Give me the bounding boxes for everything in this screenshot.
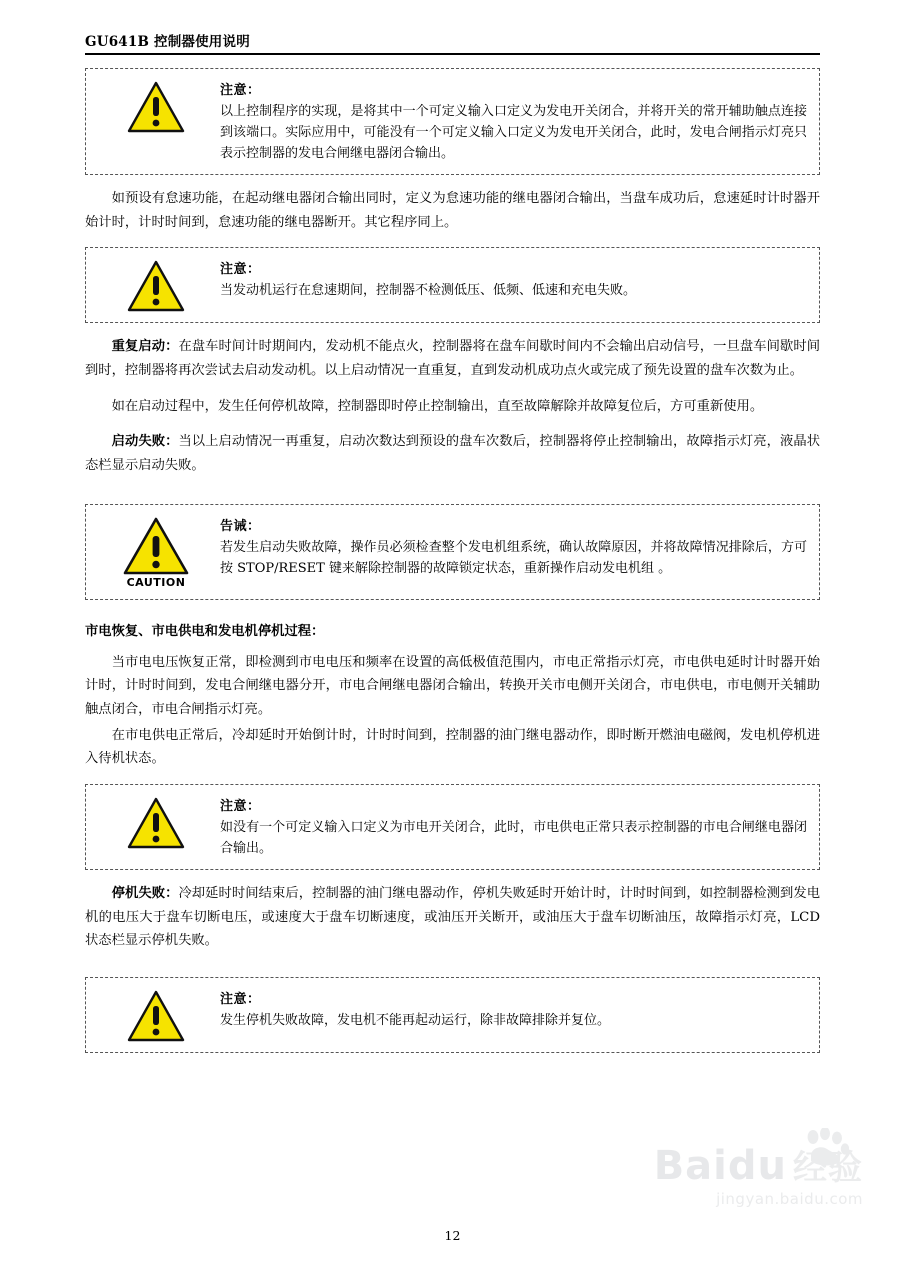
note-icon-container-2	[96, 258, 216, 312]
paragraph-stop-failure	[85, 882, 820, 953]
note-box-caution	[85, 504, 820, 600]
note-text-container-4	[216, 795, 807, 859]
paragraph-repeat-start	[85, 335, 820, 382]
watermark-sub: jingyan.baidu.com	[716, 1190, 863, 1208]
note-body: 发生停机失败故障，发电机不能再起动运行，除非故障排除并复位。	[220, 1013, 611, 1029]
watermark	[583, 1143, 863, 1234]
note-icon-container-1	[96, 79, 216, 133]
note-title: 注意：	[220, 992, 261, 1008]
note-text-container-1	[216, 79, 807, 164]
paragraph-lead-start-failure: 启动失败：	[111, 434, 179, 450]
paragraph-lead-stop-failure: 停机失败：	[111, 886, 179, 902]
paragraph-mains-recovery: 当市电电压恢复正常，即检测到市电电压和频率在设置的高低极值范围内，市电正常指示灯亮，市电供电延时计时器开始计时，计时时间到，发电合闸继电器分开，市电合闸继电器闭合输出，转换开关市电侧开关闭合，市电供电，市电侧开关辅助触点闭合，市电合闸指示灯亮。	[85, 654, 820, 718]
page-header: GU641B 控制器使用说明	[85, 30, 820, 55]
paw-logo-icon	[803, 1128, 849, 1168]
section-title-mains-recovery: 市电恢复、市电供电和发电机停机过程：	[85, 623, 325, 639]
caution-label: CAUTION	[126, 575, 186, 589]
watermark-brand-cn: 经验	[793, 1148, 863, 1188]
note-box-4	[85, 784, 820, 870]
note-body: 以上控制程序的实现，是将其中一个可定义输入口定义为发电开关闭合，并将开关的常开辅助触点连接到该端口。实际应用中，可能没有一个可定义输入口定义为发电开关闭合，此时，发电合闸指示灯亮只表示控制器的发电合闸继电器闭合输出。	[220, 104, 807, 162]
paragraph-idle-function: 如预设有怠速功能，在起动继电器闭合输出同时，定义为怠速功能的继电器闭合输出，当盘车成功后，怠速延时计时器开始计时，计时时间到，怠速功能的继电器断开。其它程序同上。	[85, 191, 820, 230]
paragraph-cooling-delay: 在市电供电正常后，冷却延时开始倒计时，计时时间到，控制器的油门继电器动作，即时断开燃油电磁阀，发电机停机进入待机状态。	[85, 727, 820, 767]
page-number: 12	[444, 1228, 461, 1243]
note-title: 注意：	[220, 799, 261, 815]
note-icon-container-5	[96, 988, 216, 1042]
note-icon-container-3	[96, 515, 216, 589]
note-title: 注意：	[220, 262, 261, 278]
note-title: 告诫：	[220, 518, 261, 534]
paragraph-text-stop-failure: 冷却延时时间结束后，控制器的油门继电器动作，停机失败延时开始计时，计时时间到，如控制器检测到发电机的电压大于盘车切断电压，或速度大于盘车切断速度，或油压开关断开，或油压大于盘车切断油压，故障指示灯亮，LCD 状态栏显示停机失败。	[85, 886, 821, 949]
warning-exclamation-icon	[127, 81, 185, 133]
note-box-5	[85, 977, 820, 1053]
note-box-1	[85, 68, 820, 175]
note-icon-container-4	[96, 795, 216, 849]
paragraph-text-repeat-start: 在盘车时间计时期间内，发动机不能点火，控制器将在盘车间歇时间内不会输出启动信号，一旦盘车间歇时间到时，控制器将再次尝试去启动发动机。以上启动情况一直重复，直到发动机成功点火或完成了预先设置的盘车次数为止。	[85, 339, 821, 379]
paragraph-lead-repeat-start: 重复启动：	[111, 339, 179, 355]
note-body: 当发动机运行在怠速期间，控制器不检测低压、低频、低速和充电失败。	[220, 283, 637, 299]
note-box-2	[85, 247, 820, 323]
warning-exclamation-icon	[127, 797, 185, 849]
note-body: 如没有一个可定义输入口定义为市电开关闭合，此时，市电供电正常只表示控制器的市电合闸继电器闭合输出。	[220, 820, 807, 857]
note-text-container-3	[216, 515, 807, 579]
note-text-container-5	[216, 988, 807, 1031]
page-content	[85, 30, 820, 1053]
note-title: 注意：	[220, 83, 261, 98]
caution-triangle-icon	[123, 517, 189, 575]
paragraph-start-failure	[85, 430, 820, 477]
paragraph-text-start-failure: 当以上启动情况一再重复，启动次数达到预设的盘车次数后，控制器将停止控制输出，故障指示灯亮，液晶状态栏显示启动失败。	[85, 434, 821, 474]
note-text-container-2	[216, 258, 807, 301]
warning-exclamation-icon	[127, 260, 185, 312]
note-body: 若发生启动失败故障，操作员必须检查整个发电机组系统，确认故障原因，并将故障情况排除后，方可按 STOP/RESET 键来解除控制器的故障锁定状态，重新操作启动发电机组 。	[220, 539, 807, 576]
warning-exclamation-icon	[127, 990, 185, 1042]
watermark-brand: Baidu	[653, 1143, 787, 1189]
paragraph-shutdown-fault: 如在启动过程中，发生任何停机故障，控制器即时停止控制输出，直至故障解除并故障复位后，方可重新使用。	[111, 398, 764, 414]
watermark-main	[583, 1143, 863, 1189]
